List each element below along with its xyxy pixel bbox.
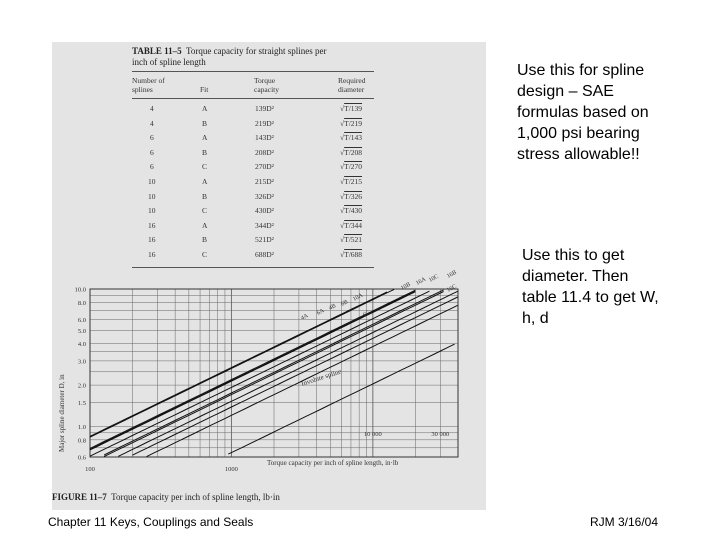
scanned-textbook-page [52,42,486,510]
header-splines-line1: Number of [132,76,165,85]
cell-diameter: √T/688 [340,250,363,259]
chart-ytick-label: 3.0 [77,358,86,366]
involute-spline-label: Involute spline [300,367,343,388]
spline-line-label: 10B [400,281,412,292]
cell-fit: B [202,191,208,201]
cell-torque: 143D² [255,133,274,143]
header-torque-line1: Torque [254,76,276,85]
footer-author-date: RJM 3/16/04 [590,515,659,529]
cell-torque: 208D² [255,147,274,157]
cell-torque: 430D² [255,206,274,216]
spline-capacity-line [132,297,457,455]
cell-fit: A [202,133,208,143]
note-top-line3: formulas based on [517,104,649,121]
cell-torque: 521D² [255,235,274,245]
cell-splines: 6 [150,147,154,157]
spline-line-label: 16A [415,276,428,287]
cell-diameter: √T/139 [340,104,363,113]
chart-xtick-label: 10 000 [363,431,382,438]
footer-chapter: Chapter 11 Keys, Couplings and Seals [48,515,254,529]
spline-line-label: 16C [446,283,458,294]
cell-fit: A [202,177,208,186]
chart-ytick-label: 5.0 [77,327,86,335]
chart-xlabel: Torque capacity per inch of spline length, in·lb [267,459,399,467]
header-splines-line2: splines [132,85,153,94]
cell-fit: C [202,250,208,259]
cell-diameter: √T/270 [340,162,363,172]
cell-splines: 4 [150,104,154,113]
cell-splines: 16 [148,235,156,245]
cell-splines: 10 [148,206,156,216]
note-middle-line3: table 11.4 to get W, [522,289,659,306]
spline-capacity-line [147,305,458,456]
cell-splines: 10 [148,191,156,201]
cell-fit: B [202,235,208,245]
note-middle-line2: diameter. Then [522,268,629,285]
note-middle-line1: Use this to get [522,247,625,264]
header-diameter-line2: diameter [338,85,365,94]
header-fit: Fit [200,85,209,94]
cell-fit: A [202,104,208,113]
cell-splines: 16 [148,220,156,230]
cell-splines: 6 [150,162,154,172]
chart-xtick-label: 100 [85,466,95,473]
note-top-line4: 1,000 psi bearing [517,125,640,142]
note-top-line2: design – SAE [517,83,614,100]
cell-torque: 326D² [255,191,274,201]
chart-xtick-label: 30 000 [431,431,450,438]
note-top [517,60,649,165]
cell-diameter: √T/219 [340,118,363,128]
spline-line-label: 4B [328,303,338,312]
cell-torque: 219D² [255,118,274,128]
note-top-line1: Use this for spline [517,62,645,79]
spline-line-label: 6A [316,308,326,317]
cell-fit: B [202,118,208,128]
table-label: TABLE 11–5 [132,46,182,56]
cell-splines: 4 [150,118,154,128]
spline-line-label: 10A [352,292,365,303]
chart-ytick-label: 0.6 [77,454,86,462]
chart-ytick-label: 8.0 [77,299,86,307]
chart-ytick-label: 10.0 [74,286,86,294]
cell-torque: 270D² [255,162,274,172]
figure-label: FIGURE 11–7 [52,492,107,502]
table-title-line2: inch of spline length [132,57,206,67]
cell-torque: 344D² [255,220,274,230]
cell-splines: 10 [148,177,156,186]
spline-line-label: 10C [428,273,440,284]
chart-xtick-label: 1000 [224,466,238,473]
chart-ylabel: Major spline diameter D, in [58,374,66,452]
chart-ytick-label: 4.0 [77,341,86,349]
spline-capacity-line [118,291,457,456]
spline-chart [52,42,486,510]
spline-capacity-line [90,289,394,437]
note-middle [522,245,659,329]
cell-fit: C [202,162,208,172]
cell-diameter: √T/215 [340,177,363,186]
cell-diameter: √T/521 [340,235,363,245]
chart-ytick-label: 0.8 [77,437,86,445]
cell-fit: B [202,147,208,157]
cell-torque: 688D² [255,250,274,259]
chart-ytick-label: 1.0 [77,423,86,431]
cell-diameter: √T/344 [340,220,363,230]
note-middle-line4: h, d [522,310,549,327]
header-diameter-line1: Required [338,76,366,85]
cell-splines: 6 [150,133,154,143]
cell-torque: 215D² [255,177,274,186]
figure-caption [52,492,280,502]
spline-line-label: 6C [362,310,372,319]
cell-fit: C [202,206,208,216]
cell-splines: 16 [148,250,156,259]
cell-diameter: √T/326 [340,191,363,201]
spline-line-label: 16B [446,269,458,280]
cell-diameter: √T/208 [340,147,363,157]
spline-line-label: 4A [300,313,310,322]
header-torque-line2: capacity [254,85,279,94]
spline-capacity-line [90,292,387,436]
chart-ytick-label: 1.5 [77,399,86,407]
chart-ytick-label: 2.0 [77,382,86,390]
cell-diameter: √T/143 [340,133,363,143]
note-top-line5: stress allowable!! [517,146,640,163]
cell-diameter: √T/430 [340,206,363,216]
table-title-line1: Torque capacity for straight splines per [185,46,327,56]
spline-line-label: 6B [340,299,350,308]
cell-torque: 139D² [255,104,274,113]
chart-ytick-label: 6.0 [77,317,86,325]
figure-caption-text: Torque capacity per inch of spline length, lb·in [111,492,280,502]
cell-fit: A [202,220,208,230]
